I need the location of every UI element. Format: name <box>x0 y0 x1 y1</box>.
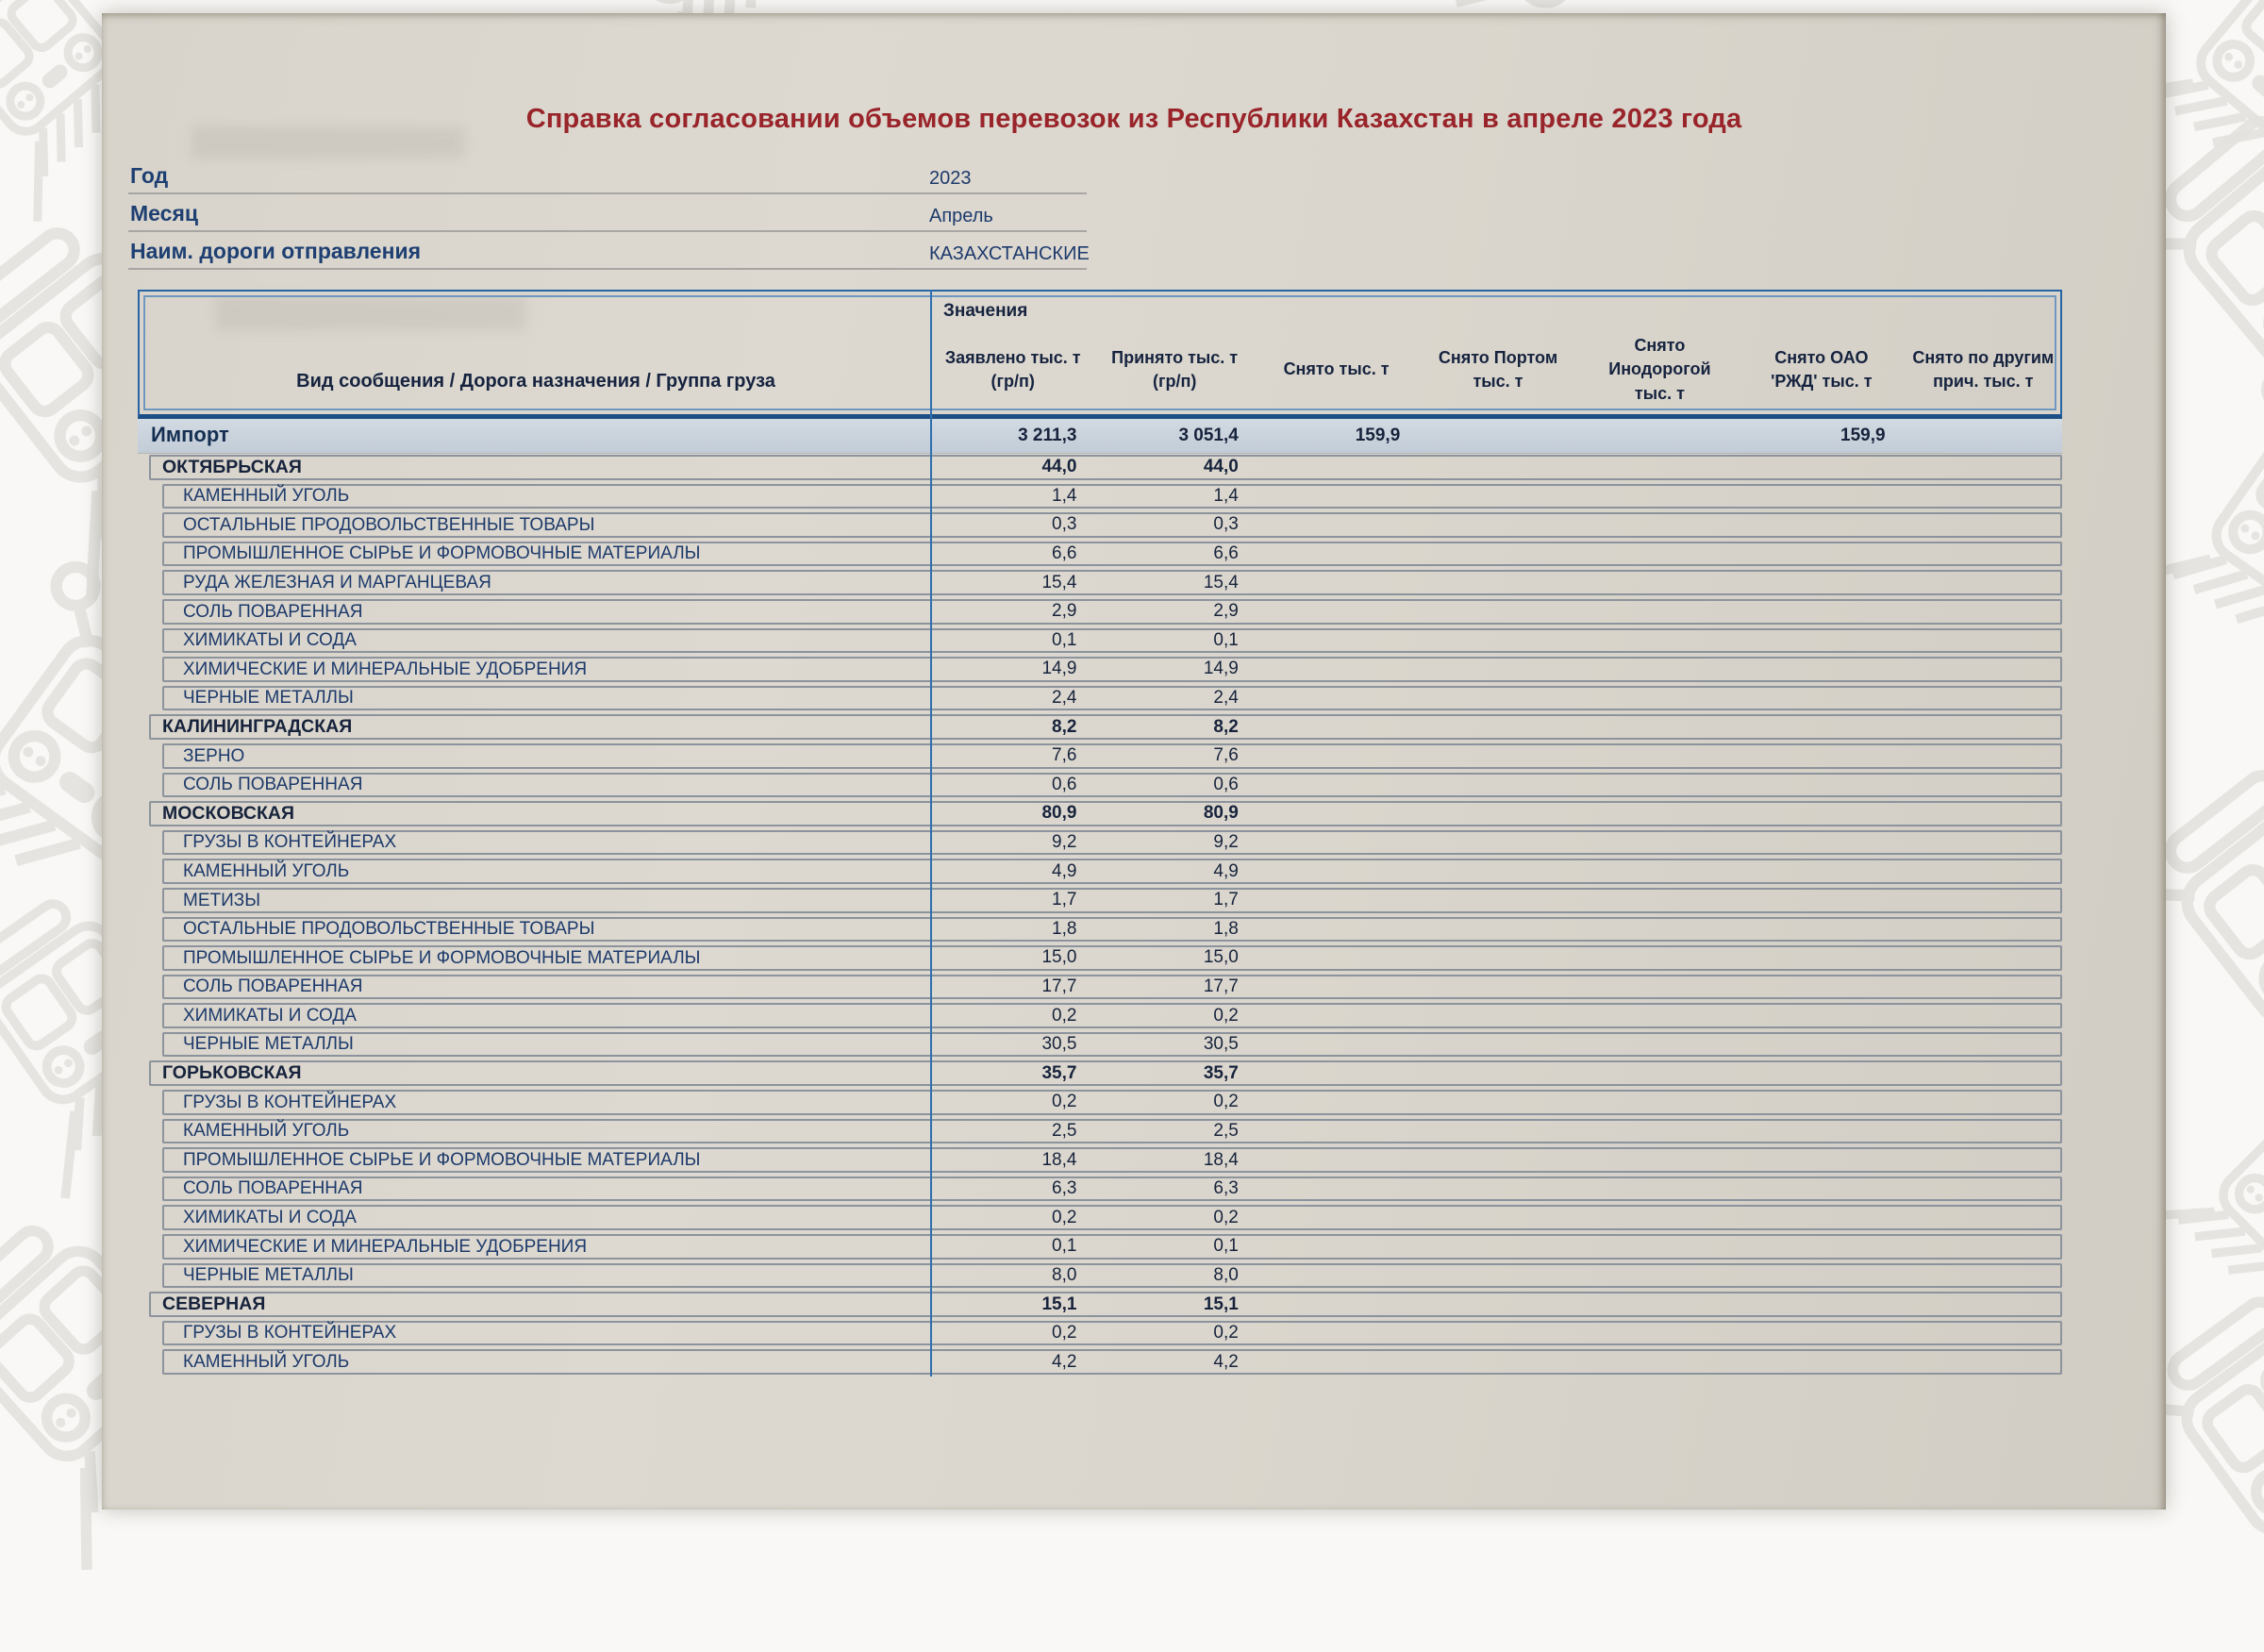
row-label: КАЛИНИНГРАДСКАЯ <box>162 715 353 737</box>
cell-value: 2,5 <box>1213 1120 1239 1141</box>
table-row <box>138 626 2062 656</box>
cell-value: 0,3 <box>1213 514 1239 535</box>
cell-value: 4,9 <box>1213 860 1239 881</box>
cell-value: 35,7 <box>1203 1062 1239 1083</box>
cell-value: 2,9 <box>1052 601 1077 622</box>
table-row <box>138 943 2062 973</box>
cell-value: 6,3 <box>1052 1178 1077 1199</box>
row-dimension-header: Вид сообщения / Дорога назначения / Группа груза <box>296 371 775 392</box>
cell-value: 0,2 <box>1213 1092 1239 1112</box>
cell-value: 14,9 <box>1041 659 1077 679</box>
table-row <box>138 828 2062 858</box>
table-row <box>138 655 2062 684</box>
row-label: ГРУЗЫ В КОНТЕЙНЕРАХ <box>183 1323 397 1343</box>
cell-value: 1,4 <box>1213 485 1239 506</box>
cell-value: 159,9 <box>1355 426 1401 445</box>
cell-value: 0,2 <box>1213 1005 1239 1026</box>
cell-value: 2,9 <box>1213 601 1239 622</box>
row-label: СОЛЬ ПОВАРЕННАЯ <box>183 601 363 622</box>
column-header: Снято ОАО 'РЖД' тыс. т <box>1771 347 1873 391</box>
cell-value: 9,2 <box>1213 832 1239 853</box>
row-label: ЧЕРНЫЕ МЕТАЛЛЫ <box>183 1034 354 1055</box>
row-label: ХИМИКАТЫ И СОДА <box>183 1208 357 1228</box>
cell-value: 7,6 <box>1052 745 1077 766</box>
row-label: ЧЕРНЫЕ МЕТАЛЛЫ <box>183 1265 354 1286</box>
cell-value: 4,9 <box>1052 860 1077 881</box>
table-row <box>138 510 2062 540</box>
row-label: КАМЕННЫЙ УГОЛЬ <box>183 860 350 881</box>
cell-value: 0,1 <box>1213 629 1239 650</box>
cell-value: 0,2 <box>1213 1207 1239 1227</box>
row-label: СОЛЬ ПОВАРЕННАЯ <box>183 976 363 997</box>
field-departure-road-value: КАЗАХСТАНСКИЕ <box>929 243 1090 264</box>
field-year-value: 2023 <box>929 168 972 189</box>
table-row <box>138 1030 2062 1060</box>
cell-value: 18,4 <box>1041 1149 1077 1170</box>
table-row <box>138 1261 2062 1291</box>
cell-value: 4,2 <box>1052 1351 1077 1372</box>
cell-value: 0,1 <box>1052 629 1077 650</box>
cell-value: 17,7 <box>1041 976 1077 996</box>
row-label: СЕВЕРНАЯ <box>162 1293 266 1314</box>
table-row <box>138 568 2062 597</box>
cell-value: 0,6 <box>1052 774 1077 794</box>
column-header: Принято тыс. т (гр/п) <box>1111 347 1239 391</box>
cell-value: 8,2 <box>1052 716 1077 737</box>
field-month <box>128 194 1087 232</box>
column-divider-line <box>930 290 932 1377</box>
column-header: Снято Инодорогой тыс. т <box>1608 336 1711 403</box>
cell-value: 44,0 <box>1041 457 1077 477</box>
row-label: КАМЕННЫЙ УГОЛЬ <box>183 1352 350 1372</box>
cell-value: 6,3 <box>1213 1178 1239 1199</box>
cell-value: 3 211,3 <box>1018 426 1077 445</box>
table-row <box>138 1232 2062 1261</box>
cell-value: 7,6 <box>1213 745 1239 766</box>
table-row <box>138 1290 2062 1319</box>
table-row <box>138 684 2062 713</box>
cell-value: 0,3 <box>1052 514 1077 535</box>
cell-value: 8,0 <box>1213 1264 1239 1285</box>
table-row <box>138 712 2062 742</box>
cell-value: 6,6 <box>1052 543 1077 564</box>
table-row <box>138 1117 2062 1146</box>
cell-value: 30,5 <box>1203 1034 1239 1055</box>
field-departure-road <box>128 232 1090 270</box>
field-month-value: Апрель <box>929 206 993 226</box>
volumes-matrix-table <box>138 290 2062 1377</box>
field-month-label: Месяц <box>130 201 198 225</box>
report-filter-fields <box>128 157 1090 270</box>
table-row <box>138 799 2062 828</box>
row-label: Импорт <box>151 423 229 446</box>
cell-value: 44,0 <box>1203 457 1239 477</box>
table-row <box>138 1001 2062 1030</box>
table-row <box>138 419 2062 453</box>
column-header: Снято по другим прич. тыс. т <box>1912 347 2055 391</box>
table-row <box>138 771 2062 800</box>
table-row <box>138 1059 2062 1088</box>
cell-value: 8,0 <box>1052 1264 1077 1285</box>
document-title: Справка согласовании объемов перевозок из Республики Казахстан в апреле 2023 года <box>525 104 1742 134</box>
row-label: ХИМИКАТЫ И СОДА <box>183 630 357 651</box>
cell-value: 0,6 <box>1213 774 1239 794</box>
row-label: СОЛЬ ПОВАРЕННАЯ <box>183 775 363 795</box>
cell-value: 2,4 <box>1213 688 1239 709</box>
row-label: МОСКОВСКАЯ <box>162 802 294 824</box>
row-label: ХИМИКАТЫ И СОДА <box>183 1005 357 1026</box>
cell-value: 2,4 <box>1052 688 1077 709</box>
cell-value: 4,2 <box>1213 1351 1239 1372</box>
cell-value: 80,9 <box>1203 803 1239 824</box>
cell-value: 35,7 <box>1041 1062 1077 1083</box>
table-row <box>138 1203 2062 1232</box>
table-row <box>138 540 2062 569</box>
table-row <box>138 742 2062 771</box>
table-header <box>138 290 2062 419</box>
row-label: ОКТЯБРЬСКАЯ <box>162 456 302 477</box>
row-label: КАМЕННЫЙ УГОЛЬ <box>183 1121 350 1142</box>
row-label: ПРОМЫШЛЕННОЕ СЫРЬЕ И ФОРМОВОЧНЫЕ МАТЕРИАЛЫ <box>183 543 701 564</box>
field-departure-road-label: Наим. дороги отправления <box>130 239 422 263</box>
row-label: ЗЕРНО <box>183 745 245 766</box>
column-header: Снято Портом тыс. т <box>1438 347 1558 391</box>
cell-value: 9,2 <box>1052 832 1077 853</box>
cell-value: 0,2 <box>1052 1323 1077 1343</box>
field-year-label: Год <box>130 163 169 188</box>
row-label: ПРОМЫШЛЕННОЕ СЫРЬЕ И ФОРМОВОЧНЫЕ МАТЕРИАЛЫ <box>183 947 701 968</box>
cell-value: 1,4 <box>1052 485 1077 506</box>
row-label: СОЛЬ ПОВАРЕННАЯ <box>183 1178 363 1199</box>
cell-value: 1,8 <box>1213 918 1239 939</box>
cell-value: 80,9 <box>1041 803 1077 824</box>
table-row <box>138 886 2062 915</box>
table-row <box>138 1319 2062 1348</box>
paper-document <box>102 13 2166 1510</box>
row-label: ОСТАЛЬНЫЕ ПРОДОВОЛЬСТВЕННЫЕ ТОВАРЫ <box>183 919 595 940</box>
cell-value: 15,4 <box>1203 572 1239 592</box>
cell-value: 159,9 <box>1840 426 1886 445</box>
table-row <box>138 973 2062 1002</box>
row-label: ХИМИЧЕСКИЕ И МИНЕРАЛЬНЫЕ УДОБРЕНИЯ <box>183 659 588 679</box>
table-row <box>138 857 2062 886</box>
row-label: РУДА ЖЕЛЕЗНАЯ И МАРГАНЦЕВАЯ <box>183 572 491 592</box>
cell-value: 15,4 <box>1041 572 1077 592</box>
table-row <box>138 1347 2062 1377</box>
table-row <box>138 1175 2062 1204</box>
row-label: МЕТИЗЫ <box>183 890 261 910</box>
cell-value: 15,0 <box>1041 947 1077 968</box>
cell-value: 30,5 <box>1041 1034 1077 1055</box>
cell-value: 14,9 <box>1203 659 1239 679</box>
table-row <box>138 453 2062 482</box>
cell-value: 17,7 <box>1203 976 1239 996</box>
table-row <box>138 597 2062 626</box>
cell-value: 15,1 <box>1203 1293 1239 1314</box>
values-section-label: Значения <box>943 301 1028 321</box>
cell-value: 0,2 <box>1052 1092 1077 1112</box>
column-header: Заявлено тыс. т (гр/п) <box>944 347 1081 391</box>
cell-value: 0,1 <box>1052 1236 1077 1257</box>
table-row <box>138 915 2062 944</box>
cell-value: 6,6 <box>1213 543 1239 564</box>
table-row <box>138 482 2062 511</box>
cell-value: 0,1 <box>1213 1236 1239 1257</box>
row-label: ГРУЗЫ В КОНТЕЙНЕРАХ <box>183 1092 397 1112</box>
cell-value: 0,2 <box>1052 1005 1077 1026</box>
cell-value: 8,2 <box>1213 716 1239 737</box>
row-label: ГРУЗЫ В КОНТЕЙНЕРАХ <box>183 832 397 853</box>
field-year <box>128 157 1087 194</box>
row-label: ГОРЬКОВСКАЯ <box>162 1062 302 1084</box>
cell-value: 0,2 <box>1052 1207 1077 1227</box>
cell-value: 2,5 <box>1052 1120 1077 1141</box>
cell-value: 3 051,4 <box>1178 426 1239 445</box>
cell-value: 1,7 <box>1052 890 1077 910</box>
cell-value: 15,1 <box>1041 1293 1077 1314</box>
table-row <box>138 1145 2062 1175</box>
table-row <box>138 1088 2062 1117</box>
cell-value: 1,8 <box>1052 918 1077 939</box>
row-label: ПРОМЫШЛЕННОЕ СЫРЬЕ И ФОРМОВОЧНЫЕ МАТЕРИАЛЫ <box>183 1149 701 1170</box>
cell-value: 0,2 <box>1213 1323 1239 1343</box>
cell-value: 18,4 <box>1203 1149 1239 1170</box>
table-body <box>138 419 2062 1377</box>
row-label: ЧЕРНЫЕ МЕТАЛЛЫ <box>183 688 354 709</box>
cell-value: 1,7 <box>1213 890 1239 910</box>
row-label: ОСТАЛЬНЫЕ ПРОДОВОЛЬСТВЕННЫЕ ТОВАРЫ <box>183 514 595 535</box>
row-label: КАМЕННЫЙ УГОЛЬ <box>183 486 350 507</box>
cell-value: 15,0 <box>1203 947 1239 968</box>
column-header: Снято тыс. т <box>1283 359 1390 379</box>
row-label: ХИМИЧЕСКИЕ И МИНЕРАЛЬНЫЕ УДОБРЕНИЯ <box>183 1236 588 1257</box>
